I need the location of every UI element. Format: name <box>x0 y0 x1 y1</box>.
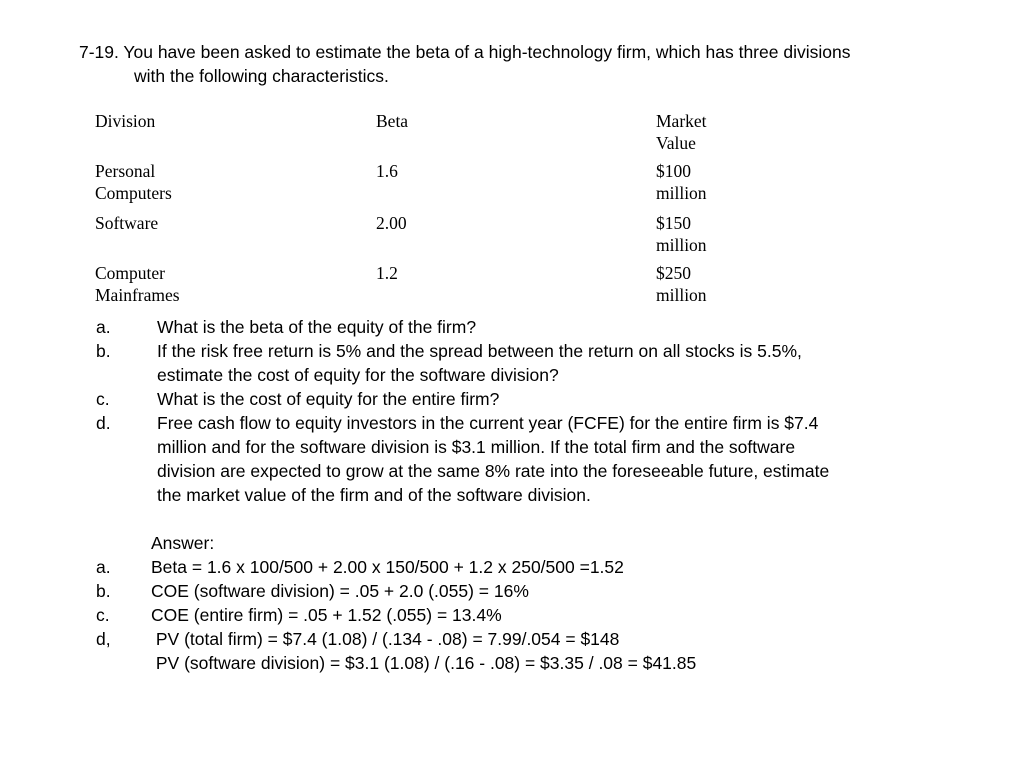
answer-label: d, <box>96 629 111 649</box>
division-cell: Computer Mainframes <box>95 263 180 305</box>
answer-label: a. <box>96 557 111 577</box>
answer-text: PV (total firm) = $7.4 (1.08) / (.134 - .08) = 7.99/.054 = $148 <box>151 629 620 649</box>
answer-text: COE (entire firm) = .05 + 1.52 (.055) = 13.4% <box>151 605 502 625</box>
market-value-cell: $250 million <box>656 263 707 305</box>
market-value-cell: $150 million <box>656 213 707 255</box>
answer-text: PV (software division) = $3.1 (1.08) / (.16 - .08) = $3.35 / .08 = $41.85 <box>151 653 697 673</box>
problem-intro-line-2: with the following characteristics. <box>134 66 389 86</box>
beta-cell: 2.00 <box>376 213 407 233</box>
answer-label: c. <box>96 605 110 625</box>
question-label: a. <box>96 317 111 337</box>
question-text: If the risk free return is 5% and the spread between the return on all stocks is 5.5%, <box>157 341 802 361</box>
header-beta: Beta <box>376 111 409 131</box>
question-text: Free cash flow to equity investors in the current year (FCFE) for the entire firm is $7.4 <box>157 413 819 433</box>
beta-cell: 1.6 <box>376 161 398 181</box>
question-text: million and for the software division is $3.1 million. If the total firm and the software <box>157 437 796 457</box>
question-text: estimate the cost of equity for the software division? <box>157 365 559 385</box>
question-label: d. <box>96 413 111 433</box>
header-division: Division <box>95 111 156 131</box>
answer-heading: Answer: <box>151 533 215 553</box>
answer-text: COE (software division) = .05 + 2.0 (.055) = 16% <box>151 581 529 601</box>
header-market-value: Market Value <box>656 111 707 153</box>
question-text: What is the cost of equity for the entire firm? <box>157 389 500 409</box>
problem-intro-line-1: 7-19. You have been asked to estimate the beta of a high-technology firm, which has three divisions <box>79 42 851 62</box>
answer-text: Beta = 1.6 x 100/500 + 2.00 x 150/500 + 1.2 x 250/500 =1.52 <box>151 557 624 577</box>
question-text: What is the beta of the equity of the firm? <box>157 317 477 337</box>
beta-cell: 1.2 <box>376 263 398 283</box>
question-label: b. <box>96 341 111 361</box>
division-cell: Personal Computers <box>95 161 172 203</box>
market-value-cell: $100 million <box>656 161 707 203</box>
question-label: c. <box>96 389 110 409</box>
question-text: division are expected to grow at the same 8% rate into the foreseeable future, estimate <box>157 461 830 481</box>
question-text: the market value of the firm and of the software division. <box>157 485 591 505</box>
answer-label: b. <box>96 581 111 601</box>
division-cell: Software <box>95 213 159 233</box>
